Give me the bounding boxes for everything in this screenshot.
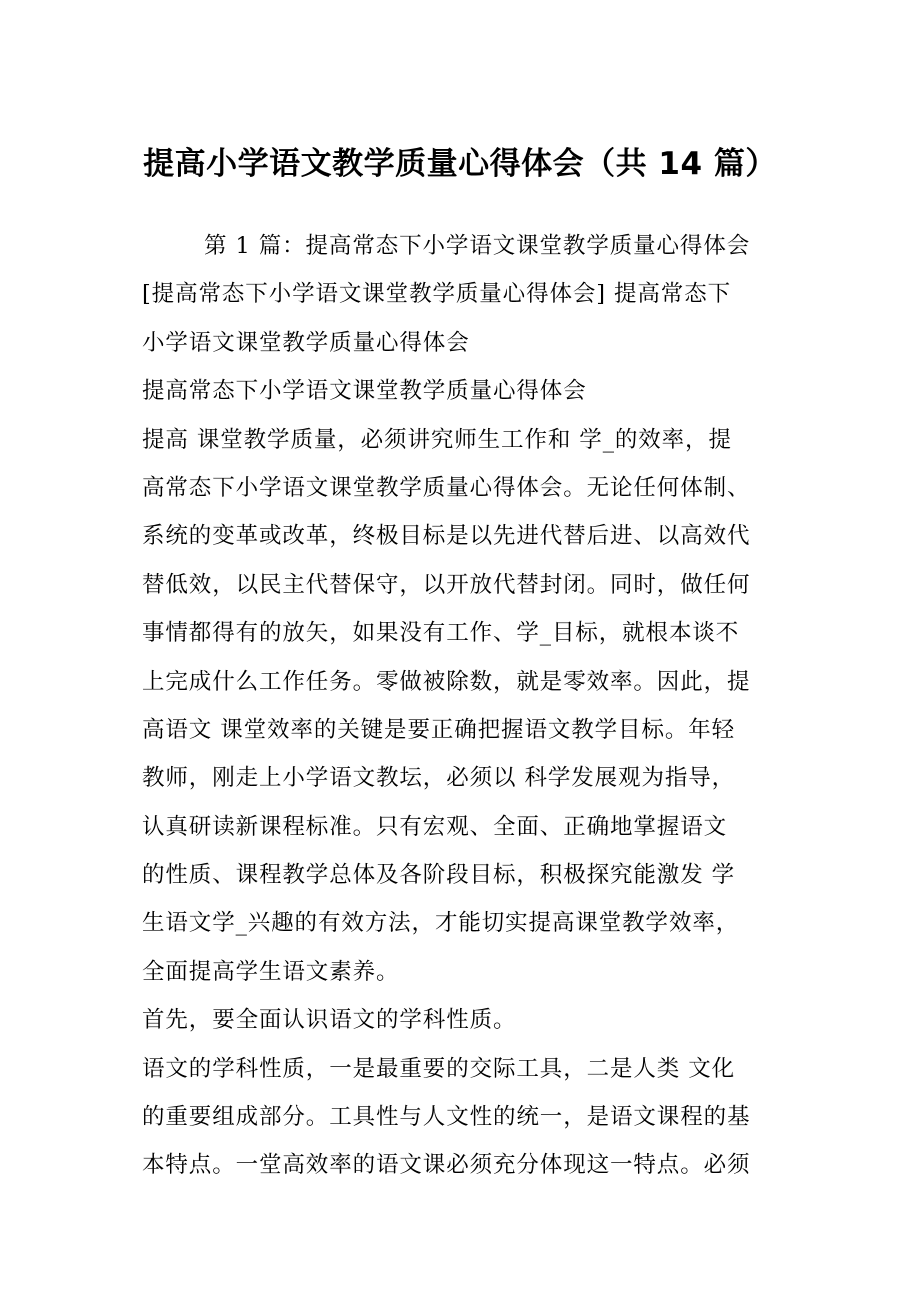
text-line: 提高 课堂教学质量，必须讲究师生工作和 学_的效率，提	[142, 426, 732, 453]
text-line: 高语文 课堂效率的关键是要正确把握语文教学目标。年轻	[142, 716, 736, 743]
text-line: 事情都得有的放矢，如果没有工作、学_目标，就根本谈不	[142, 620, 740, 647]
text-line: 上完成什么工作任务。零做被除数，就是零效率。因此，提	[142, 668, 751, 695]
text-line: 本特点。一堂高效率的语文课必须充分体现这一特点。必须	[142, 1152, 751, 1179]
text-line: 小学语文课堂教学质量心得体会	[142, 329, 470, 356]
document-title: 提高小学语文教学质量心得体会（共 14 篇）	[143, 146, 777, 182]
text-line: 第 1 篇：提高常态下小学语文课堂教学质量心得体会	[204, 233, 751, 259]
text-line: 认真研读新课程标准。只有宏观、全面、正确地掌握语文	[142, 813, 728, 840]
text-line: 的重要组成部分。工具性与人文性的统一，是语文课程的基	[142, 1104, 751, 1131]
text-line: 教师，刚走上小学语文教坛，必须以 科学发展观为指导，	[142, 765, 736, 792]
document-body	[142, 222, 782, 1190]
text-line: [提高常态下小学语文课堂教学质量心得体会] 提高常态下	[142, 281, 732, 308]
text-line: 高常态下小学语文课堂教学质量心得体会。无论任何体制、	[142, 474, 751, 501]
text-line: 的性质、课程教学总体及各阶段目标，积极探究能激发 学	[142, 862, 736, 889]
text-line: 系统的变革或改革，终极目标是以先进代替后进、以高效代	[142, 523, 751, 550]
text-line: 生语文学_兴趣的有效方法，才能切实提高课堂教学效率，	[142, 910, 740, 937]
text-line: 首先，要全面认识语文的学科性质。	[142, 1007, 517, 1034]
text-line: 语文的学科性质，一是最重要的交际工具，二是人类 文化	[142, 1055, 736, 1082]
text-line: 提高常态下小学语文课堂教学质量心得体会	[142, 378, 587, 405]
text-line: 替低效，以民主代替保守，以开放代替封闭。同时，做任何	[142, 571, 751, 598]
text-line: 全面提高学生语文素养。	[142, 958, 400, 985]
